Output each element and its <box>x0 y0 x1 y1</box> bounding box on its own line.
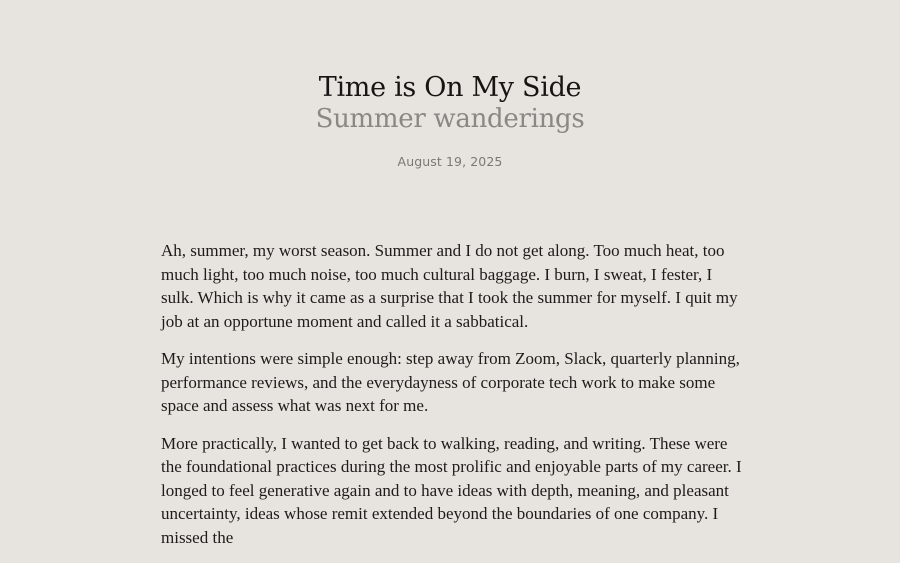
article-body <box>161 239 747 563</box>
paragraph: Ah, summer, my worst season. Summer and I do not get along. Too much heat, too much light, too much noise, too much cultural baggage. I burn, I sweat, I fester, I sulk. Which is why it came as a surprise that I took the summer for myself. I quit my job at an opportune moment and called it a sabbatical. <box>161 241 738 331</box>
paragraph: My intentions were simple enough: step away from Zoom, Slack, quarterly planning, performance reviews, and the everydayness of corporate tech work to make some space and assess what was next for me. <box>161 349 740 415</box>
publish-date: August 19, 2025 <box>397 154 503 169</box>
paragraph: More practically, I wanted to get back to walking, reading, and writing. These were the foundational practices during the most prolific and enjoyable parts of my career. I longed to feel generative again and to have ideas with depth, meaning, and pleasant uncertainty, ideas whose remit extended beyond the boundaries of one company. I missed the <box>161 433 742 547</box>
article-subtitle: Summer wanderings <box>315 104 585 134</box>
article-title: Time is On My Side <box>318 72 582 103</box>
article-header <box>0 72 900 170</box>
